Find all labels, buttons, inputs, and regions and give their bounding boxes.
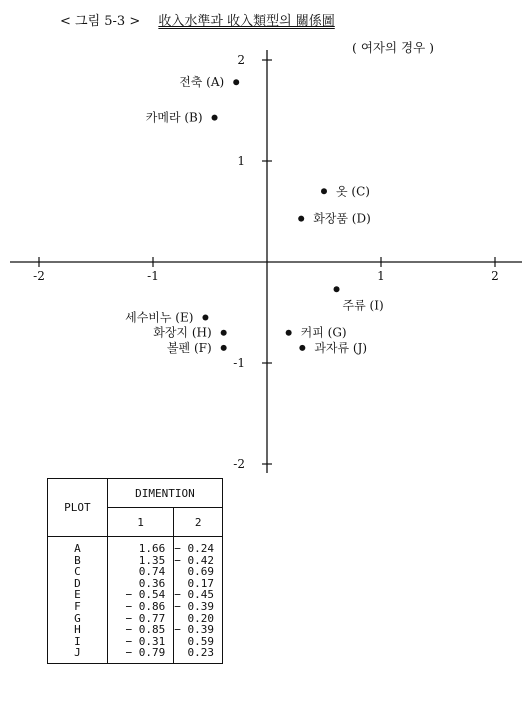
point-label: 전축 (A) (179, 75, 225, 90)
table-cell: G (74, 611, 81, 625)
table-cell: − 0.39 (174, 623, 214, 637)
table-cell: − 0.24 (174, 542, 214, 555)
table-cell: E (74, 588, 81, 602)
coordinates-table (47, 478, 223, 664)
data-point (221, 330, 227, 336)
data-point (299, 345, 305, 351)
point-label: 화장품 (D) (313, 211, 371, 226)
table-cell: C (74, 565, 81, 579)
table-cell: − 0.31 (125, 634, 166, 648)
table-cell: D (74, 576, 81, 590)
point-label: 과자류 (J) (314, 340, 368, 355)
table-cell: H (74, 623, 81, 637)
axes (10, 50, 522, 473)
table-cell: 0.17 (187, 576, 214, 590)
figure-label: < 그림 5-3 > (60, 14, 141, 29)
figure-note: ( 여자의 경우 ) (352, 40, 435, 55)
data-point (221, 345, 227, 351)
point-label: 카메라 (B) (145, 110, 203, 125)
table-cell: 0.59 (187, 634, 214, 648)
data-point (286, 330, 292, 336)
table-cell: 0.69 (187, 565, 214, 579)
table-cell: J (74, 646, 81, 660)
table-cell: − 0.45 (174, 588, 214, 602)
data-point (334, 286, 340, 292)
point-label: 옷 (C) (336, 184, 370, 199)
table-cell: F (74, 599, 81, 613)
dimension-2-header: 2 (174, 508, 223, 537)
dimension-1-header: 1 (107, 508, 173, 537)
y-tick-label: -1 (233, 356, 245, 370)
plot-column (48, 537, 108, 664)
table-cell: − 0.79 (125, 646, 166, 660)
table-cell: A (74, 542, 81, 555)
dimension-header: DIMENTION (107, 479, 222, 508)
plot-header: PLOT (48, 479, 108, 537)
data-point (321, 188, 327, 194)
data-point (233, 79, 239, 85)
point-label: 화장지 (H) (153, 325, 212, 340)
point-label: 커피 (G) (300, 325, 347, 340)
dimension-2-column (174, 537, 223, 664)
x-tick-label: 2 (491, 269, 499, 283)
table-cell: I (74, 634, 81, 648)
table-cell: − 0.39 (174, 599, 214, 613)
table-cell: − 0.86 (125, 599, 166, 613)
y-tick-label: 1 (237, 154, 245, 168)
table-cell: 0.74 (138, 565, 166, 579)
point-label: 볼펜 (F) (166, 340, 212, 355)
points (125, 74, 384, 355)
table-cell: 1.66 (138, 542, 166, 555)
x-tick-label: 1 (377, 269, 385, 283)
data-point (202, 315, 208, 321)
table-cell: 0.36 (138, 576, 166, 590)
y-tick-label: 2 (237, 53, 245, 67)
table-cell: 0.23 (187, 646, 214, 660)
table-cell: − 0.42 (174, 553, 214, 567)
x-tick-label: -2 (33, 269, 45, 283)
point-label: 세수비누 (E) (125, 310, 194, 325)
data-point (298, 216, 304, 222)
table-cell: B (74, 553, 81, 567)
y-tick-label: -2 (233, 457, 245, 471)
table-cell: 0.20 (187, 611, 214, 625)
table-cell: 1.35 (138, 553, 166, 567)
data-point (212, 115, 218, 121)
dimension-1-column (107, 537, 173, 664)
table-cell: − 0.54 (125, 588, 166, 602)
figure-title: 收入水準과 收入類型의 關係圖 (158, 14, 335, 29)
table-cell: − 0.77 (125, 611, 166, 625)
point-label: 주류 (I) (342, 298, 384, 313)
table-cell: − 0.85 (125, 623, 166, 637)
x-tick-label: -1 (147, 269, 159, 283)
